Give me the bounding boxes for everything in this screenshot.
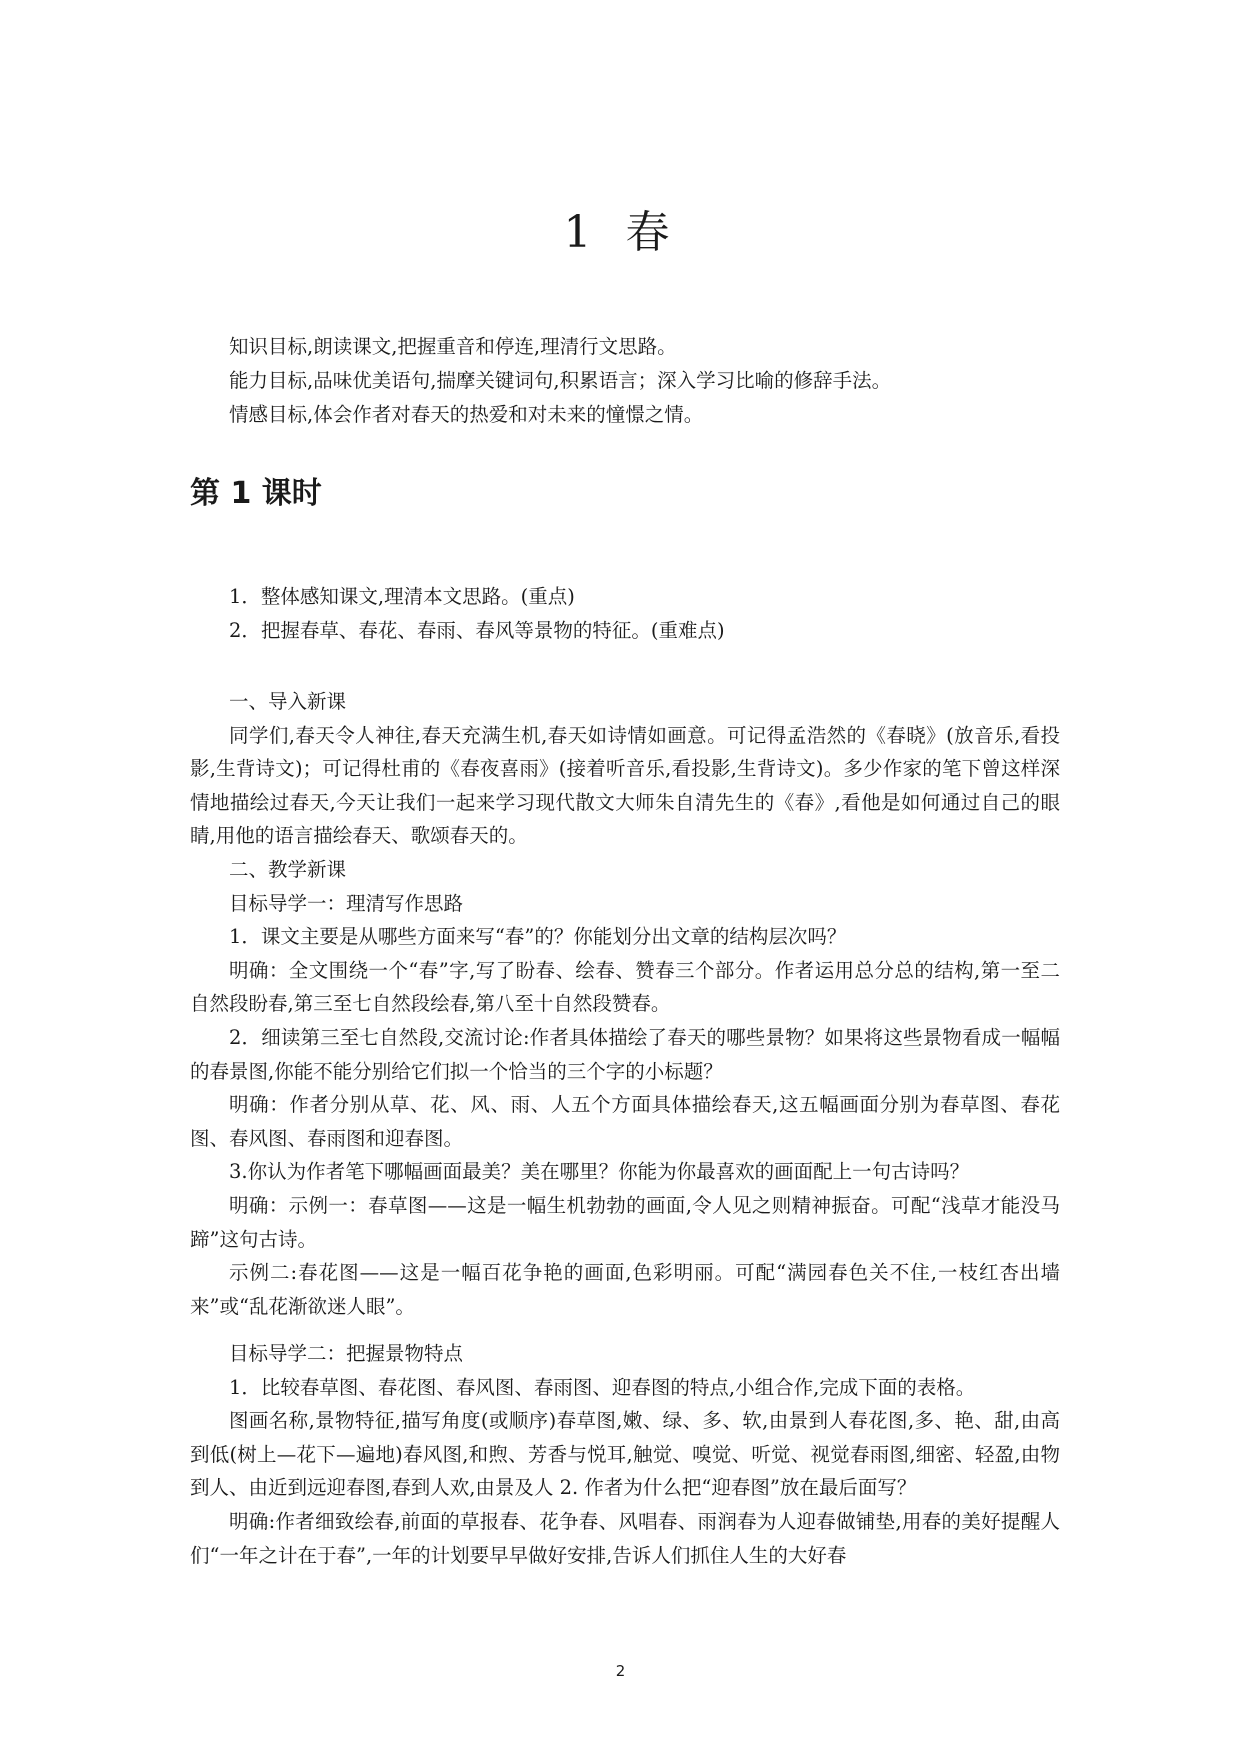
title-text: 春 xyxy=(625,207,678,258)
lesson-body-part-2 xyxy=(190,1337,1060,1572)
lesson-heading: 第 1 课时 xyxy=(190,476,322,511)
key-points xyxy=(190,580,1060,648)
goal-emotion: 情感目标,体会作者对春天的热爱和对未来的憧憬之情。 xyxy=(229,403,704,426)
answer: 明确：全文围绕一个“春”字,写了盼春、绘春、赞春三个部分。作者运用总分总的结构,第一至二自然段盼春,第三至七自然段绘春,第八至十自然段赞春。 xyxy=(190,958,1060,1016)
key-point: 1．整体感知课文,理清本文思路。(重点) xyxy=(229,585,575,608)
answer: 明确：示例一：春草图——这是一幅生机勃勃的画面,令人见之则精神振奋。可配“浅草才能没马蹄”这句古诗。 xyxy=(190,1193,1060,1251)
table-text: 图画名称,景物特征,描写角度(或顺序)春草图,嫩、绿、多、软,由景到人春花图,多、艳、甜,由高到低(树上—花下—遍地)春风图,和煦、芳香与悦耳,触觉、嗅觉、听觉、视觉春雨图,细密、轻盈,由物到人、由近到远迎春图,春到人欢,由景及人 2. 作者为什么把“迎春图”放在最后面写？ xyxy=(190,1409,1060,1500)
question: 3.你认为作者笔下哪幅画面最美？美在哪里？你能为你最喜欢的画面配上一句古诗吗？ xyxy=(229,1160,970,1184)
paragraph: 同学们,春天令人神往,春天充满生机,春天如诗情如画意。可记得孟浩然的《春晓》(放音乐,看投影,生背诗文)；可记得杜甫的《春夜喜雨》(接着听音乐,看投影,生背诗文)。多少作家的笔下曾这样深情地描绘过春天,今天让我们一起来学习现代散文大师朱自清先生的《春》,看他是如何通过自己的眼睛,用他的语言描绘春天、歌颂春天的。 xyxy=(190,723,1060,848)
example: 示例二:春花图——这是一幅百花争艳的画面,色彩明丽。可配“满园春色关不住,一枝红杏出墙来”或“乱花渐欲迷人眼”。 xyxy=(190,1261,1060,1318)
lesson-body-part-1 xyxy=(190,685,1060,1323)
page-title xyxy=(0,196,1241,260)
key-point: 2．把握春草、春花、春雨、春风等景物的特征。(重难点) xyxy=(229,619,725,642)
question: 1．比较春草图、春花图、春风图、春雨图、迎春图的特点,小组合作,完成下面的表格。 xyxy=(229,1375,976,1399)
answer: 明确：作者分别从草、花、风、雨、人五个方面具体描绘春天,这五幅画面分别为春草图、春花图、春风图、春雨图和迎春图。 xyxy=(190,1093,1060,1150)
learning-goals xyxy=(190,330,1060,432)
goal-guide-heading: 目标导学二：把握景物特点 xyxy=(229,1342,464,1365)
section-heading-intro: 一、导入新课 xyxy=(229,690,347,713)
goal-knowledge: 知识目标,朗读课文,把握重音和停连,理清行文思路。 xyxy=(229,335,677,358)
section-heading-teaching: 二、教学新课 xyxy=(229,857,347,881)
goal-ability: 能力目标,品味优美语句,揣摩关键词句,积累语言；深入学习比喻的修辞手法。 xyxy=(229,369,892,392)
question: 1．课文主要是从哪些方面来写“春”的？你能划分出文章的结构层次吗？ xyxy=(229,925,847,949)
question: 2．细读第三至七自然段,交流讨论:作者具体描绘了春天的哪些景物？如果将这些景物看成一幅幅的春景图,你能不能分别给它们拟一个恰当的三个字的小标题？ xyxy=(190,1025,1060,1083)
answer: 明确:作者细致绘春,前面的草报春、花争春、风唱春、雨润春为人迎春做铺垫,用春的美好提醒人们“一年之计在于春”,一年的计划要早早做好安排,告诉人们抓住人生的大好春 xyxy=(190,1509,1060,1567)
title-number: 1 xyxy=(563,207,600,258)
page-number: 2 xyxy=(615,1662,626,1680)
goal-guide-heading: 目标导学一：理清写作思路 xyxy=(229,891,464,915)
